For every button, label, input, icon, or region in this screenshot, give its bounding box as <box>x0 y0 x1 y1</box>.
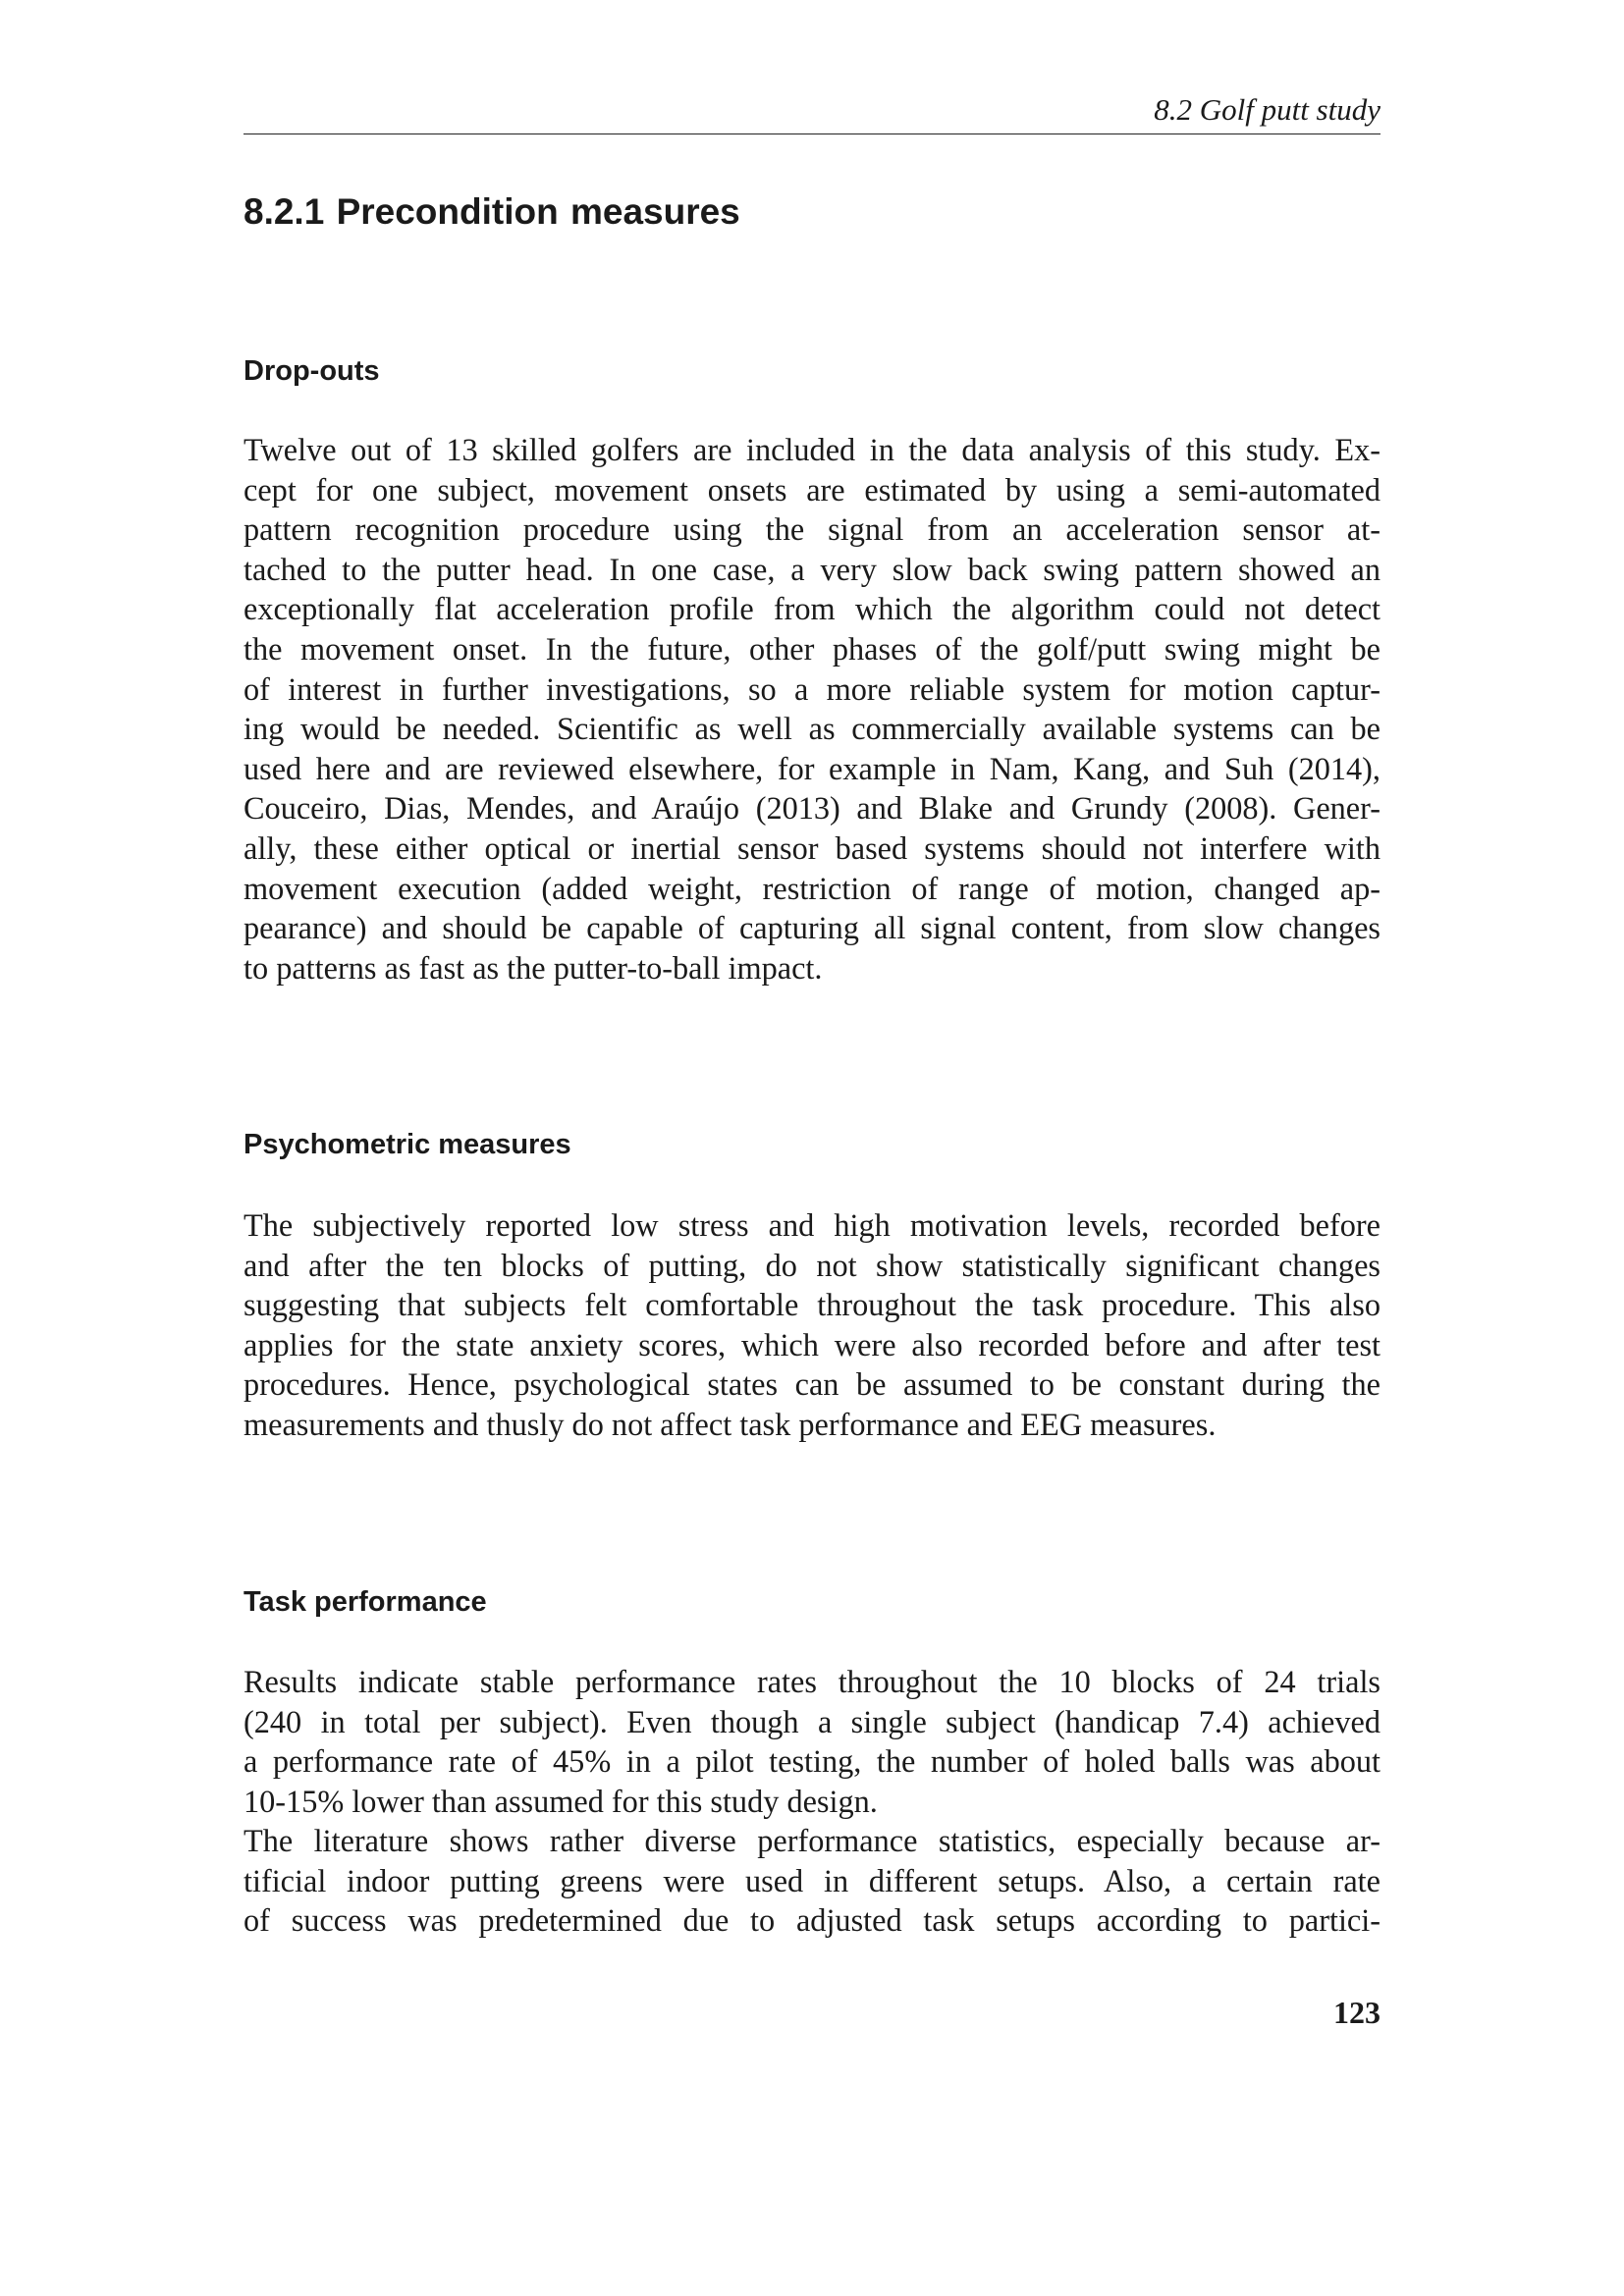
text-line: (240 in total per subject). Even though a single subject (handicap 7.4) achieved <box>244 1703 1380 1739</box>
paragraph-dropouts <box>244 430 1380 988</box>
text-line: exceptionally flat acceleration profile from which the algorithm could not detect <box>244 591 1380 627</box>
text-line: of success was predetermined due to adjusted task setups according to partici- <box>244 1902 1380 1939</box>
subsection-heading-dropouts: Drop-outs <box>244 355 380 387</box>
text-line: Twelve out of 13 skilled golfers are included in the data analysis of this study. Ex- <box>244 432 1380 467</box>
text-line: ally, these either optical or inertial sensor based systems should not interfere with <box>244 829 1380 866</box>
text-line: movement execution (added weight, restriction of range of motion, changed ap- <box>244 870 1380 906</box>
text-line: Results indicate stable performance rates throughout the 10 blocks of 24 trials <box>244 1664 1380 1699</box>
text-line: The literature shows rather diverse performance statistics, especially because ar- <box>244 1823 1380 1858</box>
text-line: and after the ten blocks of putting, do not show statistically significant changes <box>244 1247 1380 1283</box>
paragraph-psychometric <box>244 1205 1380 1445</box>
text-line: suggesting that subjects felt comfortable throughout the task procedure. This also <box>244 1287 1380 1323</box>
page-number: 123 <box>1333 1995 1380 2030</box>
running-header: 8.2 Golf putt study <box>244 86 1380 134</box>
text-line: measurements and thusly do not affect task performance and EEG measures. <box>244 1406 1217 1442</box>
text-line: tached to the putter head. In one case, a very slow back swing pattern showed an <box>244 551 1380 587</box>
text-line: of interest in further investigations, so a more reliable system for motion captur- <box>244 670 1380 707</box>
text-line: The subjectively reported low stress and high motivation levels, recorded before <box>244 1207 1380 1243</box>
text-line: cept for one subject, movement onsets are estimated by using a semi-automated <box>244 471 1380 507</box>
text-line: used here and are reviewed elsewhere, for example in Nam, Kang, and Suh (2014), <box>244 750 1380 786</box>
text-line: tificial indoor putting greens were used in different setups. Also, a certain rate <box>244 1862 1380 1898</box>
text-line: procedures. Hence, psychological states can be assumed to be constant during the <box>244 1366 1380 1403</box>
text-line: Couceiro, Dias, Mendes, and Araújo (2013) and Blake and Grundy (2008). Gener- <box>244 790 1380 827</box>
section-title: 8.2.1 Precondition measures <box>244 191 740 232</box>
text-line: applies for the state anxiety scores, which were also recorded before and after test <box>244 1326 1380 1362</box>
text-line: pearance) and should be capable of capturing all signal content, from slow changes <box>244 910 1380 946</box>
text-line: pattern recognition procedure using the signal from an acceleration sensor at- <box>244 511 1380 548</box>
text-line: to patterns as fast as the putter-to-ball impact. <box>244 949 823 986</box>
text-line: a performance rate of 45% in a pilot testing, the number of holed balls was about <box>244 1743 1380 1780</box>
text-line: 10-15% lower than assumed for this study design. <box>244 1783 878 1819</box>
subsection-heading-task-performance: Task performance <box>244 1586 487 1618</box>
paragraph-task-performance-1 <box>244 1662 1380 1821</box>
text-line: the movement onset. In the future, other phases of the golf/putt swing might be <box>244 630 1380 667</box>
text-line: ing would be needed. Scientific as well as commercially available systems can be <box>244 711 1380 747</box>
paragraph-task-performance-2 <box>244 1821 1380 1941</box>
subsection-heading-psychometric: Psychometric measures <box>244 1129 571 1160</box>
